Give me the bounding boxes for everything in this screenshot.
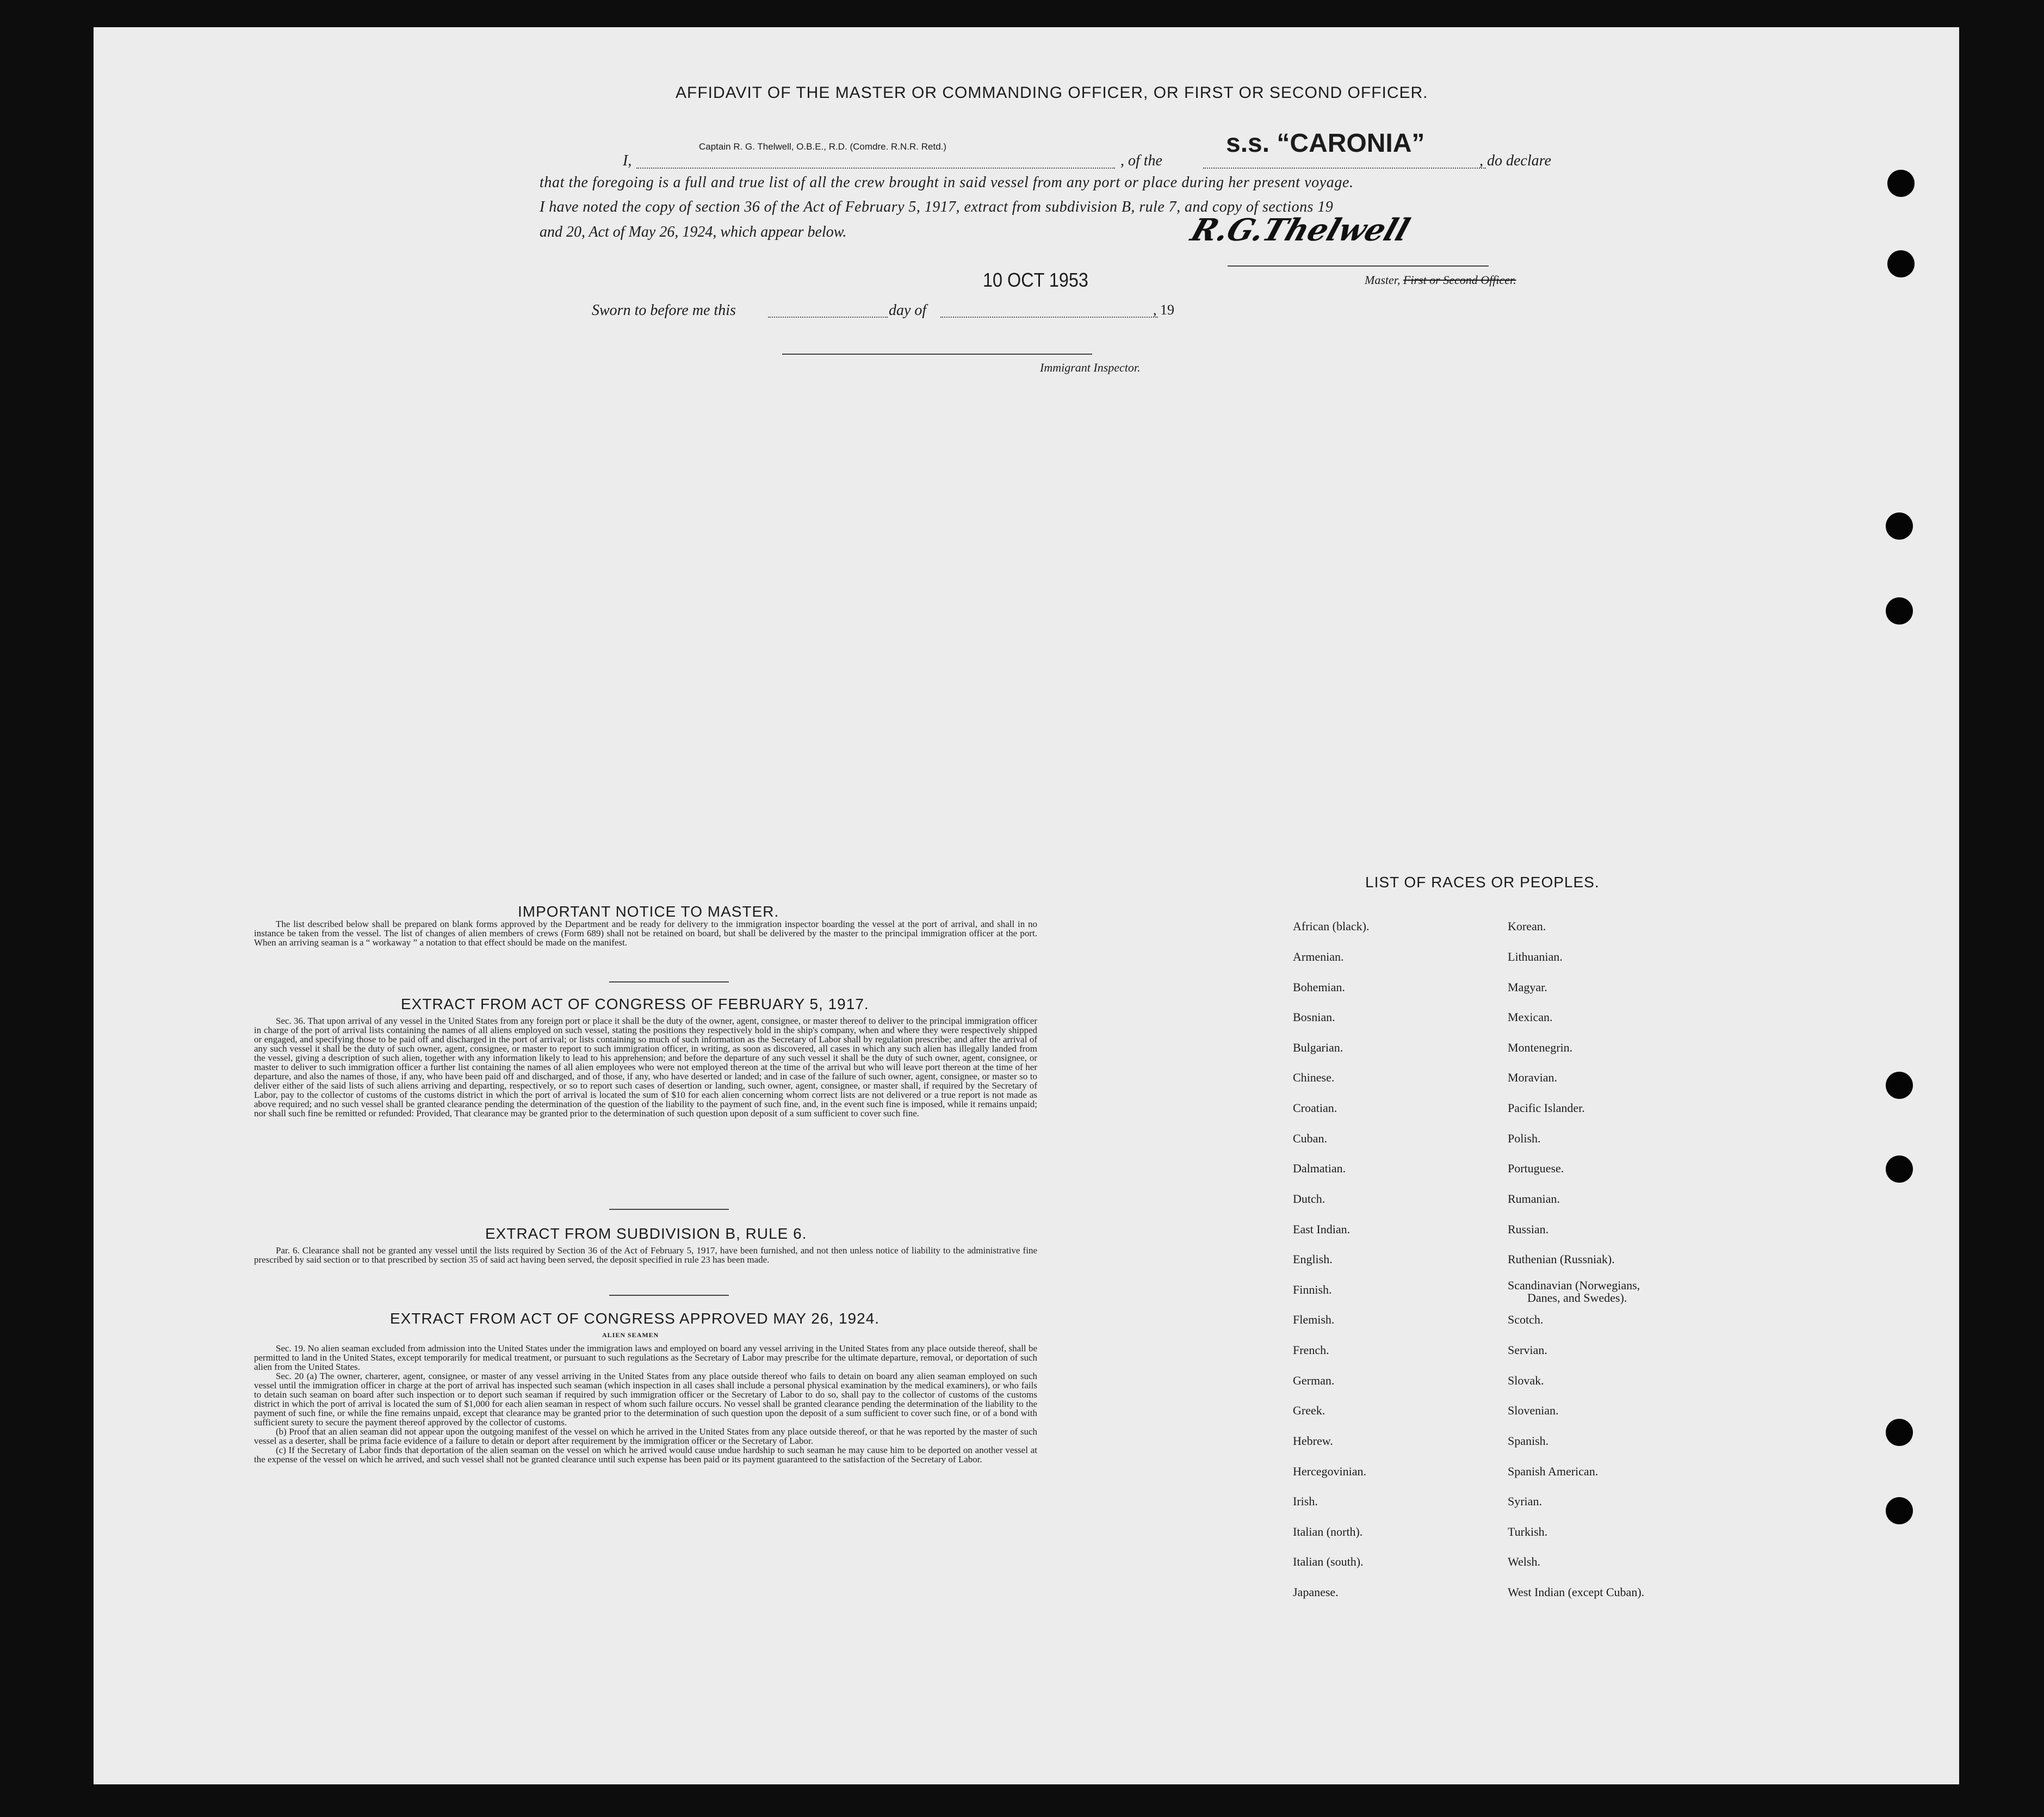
race-item: Syrian. [1508,1494,1542,1508]
i-label: I, [623,152,632,169]
notice-paragraph: The list described below shall be prepared on blank forms approved by the Department and be ready for delivery to the immigration inspector boarding the vessel at the port of arrival, and shall in no instance be taken from the vessel. The list of changes of alien members of crews (Form 689) shall not be retained on board, but shall be delivered by the master to the principal immigration officer at the port. When an arriving seaman is a “ workaway ” a notation to that effect should be made on the manifest. [254,919,1037,948]
race-item: East Indian. [1293,1222,1351,1236]
race-item: Italian (north). [1293,1525,1363,1538]
race-item: Slovenian. [1508,1404,1559,1417]
sec-20c-paragraph: (c) If the Secretary of Labor finds that deportation of the alien seaman on the vessel on which he arrived would cause undue hardship to such seaman he may cause him to be deported on another vessel at the expense of the vessel on which he arrived, and such vessel shall not be granted clearance until such expense has been paid or its payment guaranteed to the satisfaction of the Secretary of Labor. [254,1445,1037,1464]
race-item: Flemish. [1293,1313,1335,1326]
captain-name: Captain R. G. Thelwell, O.B.E., R.D. (Comdre. R.N.R. Retd.) [699,141,947,152]
extract-1917-title: EXTRACT FROM ACT OF CONGRESS OF FEBRUARY 5, 1917. [401,996,869,1012]
race-item: Japanese. [1293,1585,1339,1599]
master-signature: R.G.Thelwell [1186,212,1414,248]
race-item: African (black). [1293,919,1370,933]
race-item: Scandinavian (Norwegians, [1508,1278,1640,1292]
race-item: Bulgarian. [1293,1041,1343,1054]
race-item: Korean. [1508,919,1546,933]
sworn-label: Sworn to before me this [592,302,736,319]
race-item: Rumanian. [1508,1192,1560,1206]
section-36-paragraph: Sec. 36. That upon arrival of any vessel in the United States from any foreign port or place it shall be the duty of the owner, agent, consignee, or master thereof to deliver to the principal immigration officer in charge of the port of arrival lists containing the names of all aliens employed on such vessel, stating the positions they respectively hold in the ship's company, when and where they were respectively shipped or engaged, and specifying those to be paid off and discharged in the port of arrival; or lists containing so much of such information as the Secretary of Labor shall by regulation prescribe; and after the arrival of any such vessel it shall be the duty of such owner, agent, consignee, or master to report to such immigration officer, in writing, as soon as discovered, all cases in which any such alien has illegally landed from the vessel, giving a description of such alien, together with any information likely to lead to his apprehension; and before the departure of any such vessel it shall be the duty of such owner, agent, consignee, or master to deliver to such immigration officer a further list containing the names of all alien employees who were not employed thereon at the time of the arrival but who will leave port thereon at the time of her departure, and also the names of those, if any, who have been paid off and discharged, and of those, if any, who have deserted or landed; and in case of the failure of such owner, agent, consignee, or master so to deliver either of the said lists of such aliens arriving and departing, respectively, or so to report such cases of desertion or landing, such owner, agent, consignee, or master shall, if required by the Secretary of Labor, pay to the collector of customs of the customs district in which the port of arrival is located the sum of $10 for each alien concerning whom correct lists are not delivered or a true report is not made as above required; and no such vessel shall be granted clearance pending the determination of the question of the liability to the payment of such fine, and, in the event such fine is imposed, while it remains unpaid; nor shall such fine be remitted or refunded: Provided, That clearance may be granted prior to the determination of such question upon deposit of a sum sufficient to cover such fine. [254,1016,1037,1118]
subdivision-divider [609,1295,729,1296]
race-item: Spanish. [1508,1434,1549,1448]
inspector-line [782,354,1092,355]
race-item: Portuguese. [1508,1161,1564,1175]
race-item: Croatian. [1293,1101,1337,1115]
race-item: Finnish. [1293,1283,1332,1296]
notice-divider [609,981,729,982]
punch-hole [1886,1497,1913,1524]
sec-20a-paragraph: Sec. 20 (a) The owner, charterer, agent, consignee, or master of any vessel arriving in the United States from any place outside thereof who fails to detain on board any alien seaman employed on such vessel until the immigration officer in charge at the port of arrival has inspected such seaman (which inspection in all cases shall include a personal physical examination by the medical examiners), or who fails to detain such seaman on board after such inspection or to deport such seaman if required by such immigration officer or the Secretary of Labor to do so, shall pay to the collector of customs of the customs district in which the port of arrival is located the sum of $1,000 for each alien seaman in respect of whom such failure occurs. No vessel shall be granted clearance pending the determination of the liability to the payment of such fine, or while the fine remains unpaid, except that clearance may be granted prior to the determination of such question upon the deposit of a sum sufficient to cover such fine, or of a bond with sufficient surety to secure the payment thereof approved by the collector of customs. [254,1371,1037,1427]
race-item: Irish. [1293,1494,1318,1508]
race-item: Hercegovinian. [1293,1464,1366,1478]
race-item: Turkish. [1508,1525,1548,1538]
race-item: Bohemian. [1293,980,1345,994]
extract-1917-text [254,1016,1037,1118]
sec-19-paragraph: Sec. 19. No alien seaman excluded from admission into the United States under the immigration laws and employed on board any vessel arriving in the United States from any place outside thereof, shall be permitted to land in the United States, except temporarily for medical treatment, or pursuant to such regulations as the Secretary of Labor may prescribe for the ultimate departure, removal, or deportation of such alien from the United States. [254,1343,1037,1372]
race-item: Chinese. [1293,1071,1335,1084]
sworn-day-line [768,317,888,318]
race-item: English. [1293,1252,1333,1266]
punch-hole [1886,1419,1913,1446]
year-prefix: , 19 [1153,302,1174,318]
race-item: Polish. [1508,1132,1541,1145]
affidavit-title: AFFIDAVIT OF THE MASTER OR COMMANDING OFFICER, OR FIRST OR SECOND OFFICER. [676,84,1428,102]
name-line [636,168,1115,169]
race-item: Greek. [1293,1404,1325,1417]
notice-title: IMPORTANT NOTICE TO MASTER. [518,903,779,920]
race-item: Ruthenian (Russniak). [1508,1252,1615,1266]
master-text: Master, [1365,273,1401,287]
of-the-label: , of the [1120,152,1162,169]
date-stamp: 10 OCT 1953 [983,269,1088,291]
extract-1917-divider [609,1209,729,1210]
race-item-continuation: Danes, and Swedes). [1527,1291,1627,1305]
punch-hole [1887,170,1915,197]
declaration-line-2: I have noted the copy of section 36 of the Act of February 5, 1917, extract from subdivision B, rule 7, and copy of sections 19 [540,199,1334,215]
race-item: Lithuanian. [1508,950,1563,963]
inspector-label: Immigrant Inspector. [1040,361,1141,374]
race-item: West Indian (except Cuban). [1508,1585,1645,1599]
race-item: Cuban. [1293,1132,1327,1145]
punch-hole [1886,597,1913,625]
extract-1924-title: EXTRACT FROM ACT OF CONGRESS APPROVED MAY 26, 1924. [390,1310,880,1327]
subdivision-title: EXTRACT FROM SUBDIVISION B, RULE 6. [485,1225,807,1242]
races-title: LIST OF RACES OR PEOPLES. [1365,874,1600,891]
race-item: Welsh. [1508,1555,1540,1568]
race-item: French. [1293,1343,1329,1357]
extract-1924-text [254,1344,1037,1464]
punch-hole [1886,1072,1913,1099]
struck-officer-text: First or Second Officer. [1403,273,1516,287]
race-item: Magyar. [1508,980,1547,994]
day-of-label: day of [889,302,927,319]
race-item: Hebrew. [1293,1434,1333,1448]
race-item: Pacific Islander. [1508,1101,1585,1115]
notice-text [254,919,1037,947]
vessel-line [1203,168,1486,169]
alien-seamen-subtitle: ALIEN SEAMEN [602,1331,659,1339]
race-item: Russian. [1508,1222,1549,1236]
punch-hole [1886,1155,1913,1183]
par-6-paragraph: Par. 6. Clearance shall not be granted any vessel until the lists required by Section 36 of the Act of February 5, 1917, have been furnished, and not then unless notice of liability to the administrative fine prescribed by said section or to that prescribed by section 35 of said act having been served, the deposit specified in rule 23 has been made. [254,1245,1037,1265]
punch-hole [1887,250,1915,277]
race-item: Moravian. [1508,1071,1558,1084]
race-item: Armenian. [1293,950,1344,963]
sec-20b-paragraph: (b) Proof that an alien seaman did not appear upon the outgoing manifest of the vessel on which he arrived in the United States from any place outside thereof, or that he was reported by the master of such vessel as a deserter, shall be prima facie evidence of a failure to detain or deport after requirement by the immigration officer or the Secretary of Labor. [254,1426,1037,1446]
sworn-month-line [940,317,1158,318]
race-item: Dalmatian. [1293,1161,1346,1175]
race-item: Bosnian. [1293,1010,1335,1024]
race-item: Scotch. [1508,1313,1544,1326]
race-item: Spanish American. [1508,1464,1599,1478]
race-item: German. [1293,1374,1335,1387]
race-item: Mexican. [1508,1010,1553,1024]
vessel-name: s.s. “CARONIA” [1226,129,1425,158]
declaration-line-1: that the foregoing is a full and true list of all the crew brought in said vessel from any port or place during her present voyage. [540,174,1354,191]
race-item: Servian. [1508,1343,1547,1357]
race-item: Montenegrin. [1508,1041,1573,1054]
subdivision-text [254,1246,1037,1264]
punch-hole [1886,512,1913,540]
signature-line [1228,265,1489,267]
document-page [94,27,1959,1784]
race-item: Slovak. [1508,1374,1544,1387]
race-item: Dutch. [1293,1192,1325,1206]
race-item: Italian (south). [1293,1555,1364,1568]
declaration-line-3: and 20, Act of May 26, 1924, which appear below. [540,224,847,240]
do-declare-label: , do declare [1479,152,1551,169]
master-label [1365,273,1516,287]
